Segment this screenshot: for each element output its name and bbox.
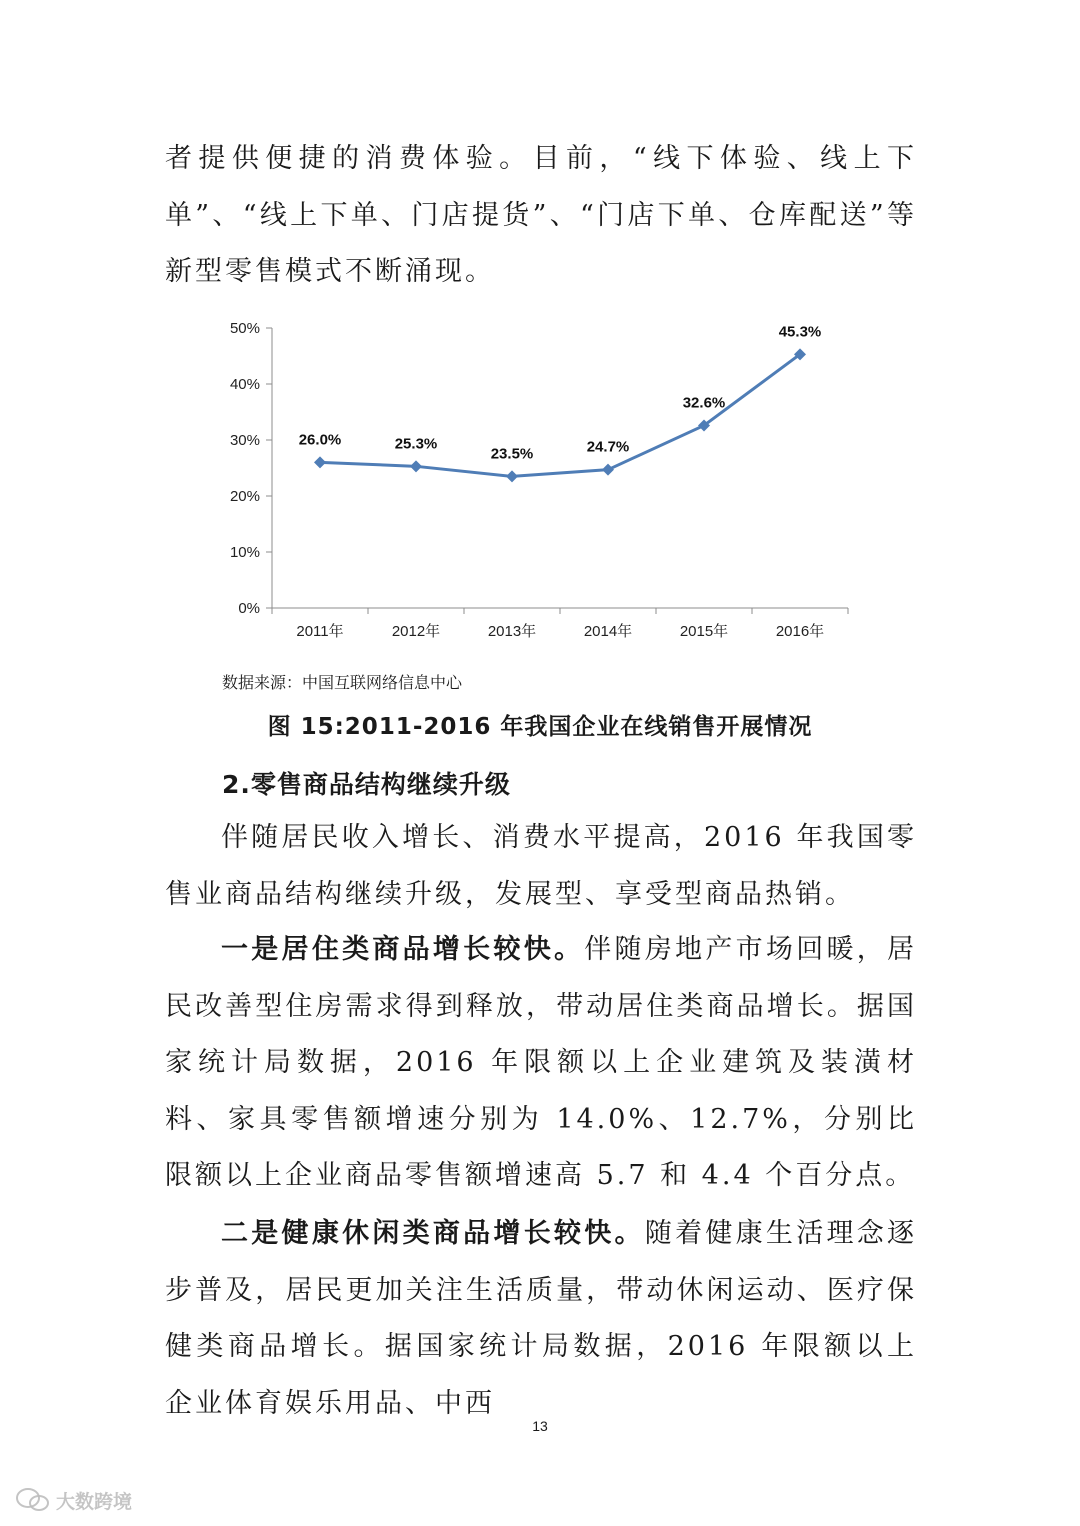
page-number: 13	[532, 1418, 548, 1434]
data-point-marker	[410, 460, 422, 472]
line-chart	[212, 312, 862, 657]
x-tick-label: 2015年	[679, 623, 729, 640]
y-tick-label: 30%	[229, 432, 260, 449]
data-markers	[314, 348, 806, 482]
data-labels	[299, 323, 822, 462]
x-tick-label: 2014年	[583, 623, 633, 640]
x-tick-label: 2013年	[487, 623, 537, 640]
series-line	[320, 354, 800, 476]
data-point-marker	[314, 456, 326, 468]
data-point-marker	[506, 470, 518, 482]
x-axis-ticks	[272, 608, 848, 640]
data-label: 24.7%	[586, 438, 630, 456]
data-label: 26.0%	[298, 431, 342, 449]
x-tick-label: 2012年	[391, 623, 441, 640]
paragraph-3	[165, 922, 917, 1205]
y-tick-label: 50%	[229, 320, 260, 337]
data-point-marker	[602, 464, 614, 476]
y-tick-label: 0%	[238, 600, 260, 617]
wechat-logo-icon	[14, 1486, 52, 1514]
watermark	[14, 1486, 132, 1514]
paragraph-4-body: 随着健康生活理念逐步普及，居民更加关注生活质量，带动休闲运动、医疗保健类商品增长。据国家统计局数据，2016 年限额以上企业体育娱乐用品、中西	[165, 1218, 918, 1419]
paragraph-4-lead: 二是健康休闲类商品增长较快。	[221, 1218, 645, 1249]
paragraph-4	[165, 1206, 917, 1432]
data-label: 23.5%	[490, 445, 534, 463]
source-note: 数据来源：中国互联网络信息中心	[222, 673, 463, 692]
figure-caption: 图 15:2011-2016 年我国企业在线销售开展情况	[267, 714, 813, 740]
data-label: 25.3%	[394, 435, 438, 453]
paragraph-3-lead: 一是居住类商品增长较快。	[221, 934, 585, 965]
watermark-text: 大数跨境	[56, 1490, 133, 1513]
y-tick-label: 10%	[229, 544, 260, 561]
section-heading: 2.零售商品结构继续升级	[222, 770, 511, 799]
y-axis-ticks	[230, 320, 272, 617]
x-tick-label: 2011年	[296, 623, 344, 640]
x-tick-label: 2016年	[775, 623, 825, 640]
y-tick-label: 20%	[229, 488, 260, 505]
data-label: 45.3%	[778, 323, 822, 341]
intro-paragraph: 者提供便捷的消费体验。目前，“线下体验、线上下单”、“线上下单、门店提货”、“门店下单、仓库配送”等新型零售模式不断涌现。	[165, 143, 917, 287]
data-label: 32.6%	[682, 394, 726, 412]
paragraph-3-body: 伴随房地产市场回暖，居民改善型住房需求得到释放，带动居住类商品增长。据国家统计局数据，2016 年限额以上企业建筑及装潢材料、家具零售额增速分别为 14.0%、12.7%，分别比限额以上企业商品零售额增速高 5.7 和 4.4 个百分点。	[165, 934, 918, 1191]
paragraph-2: 伴随居民收入增长、消费水平提高，2016 年我国零售业商品结构继续升级，发展型、享受型商品热销。	[165, 822, 917, 910]
y-tick-label: 40%	[229, 376, 260, 393]
